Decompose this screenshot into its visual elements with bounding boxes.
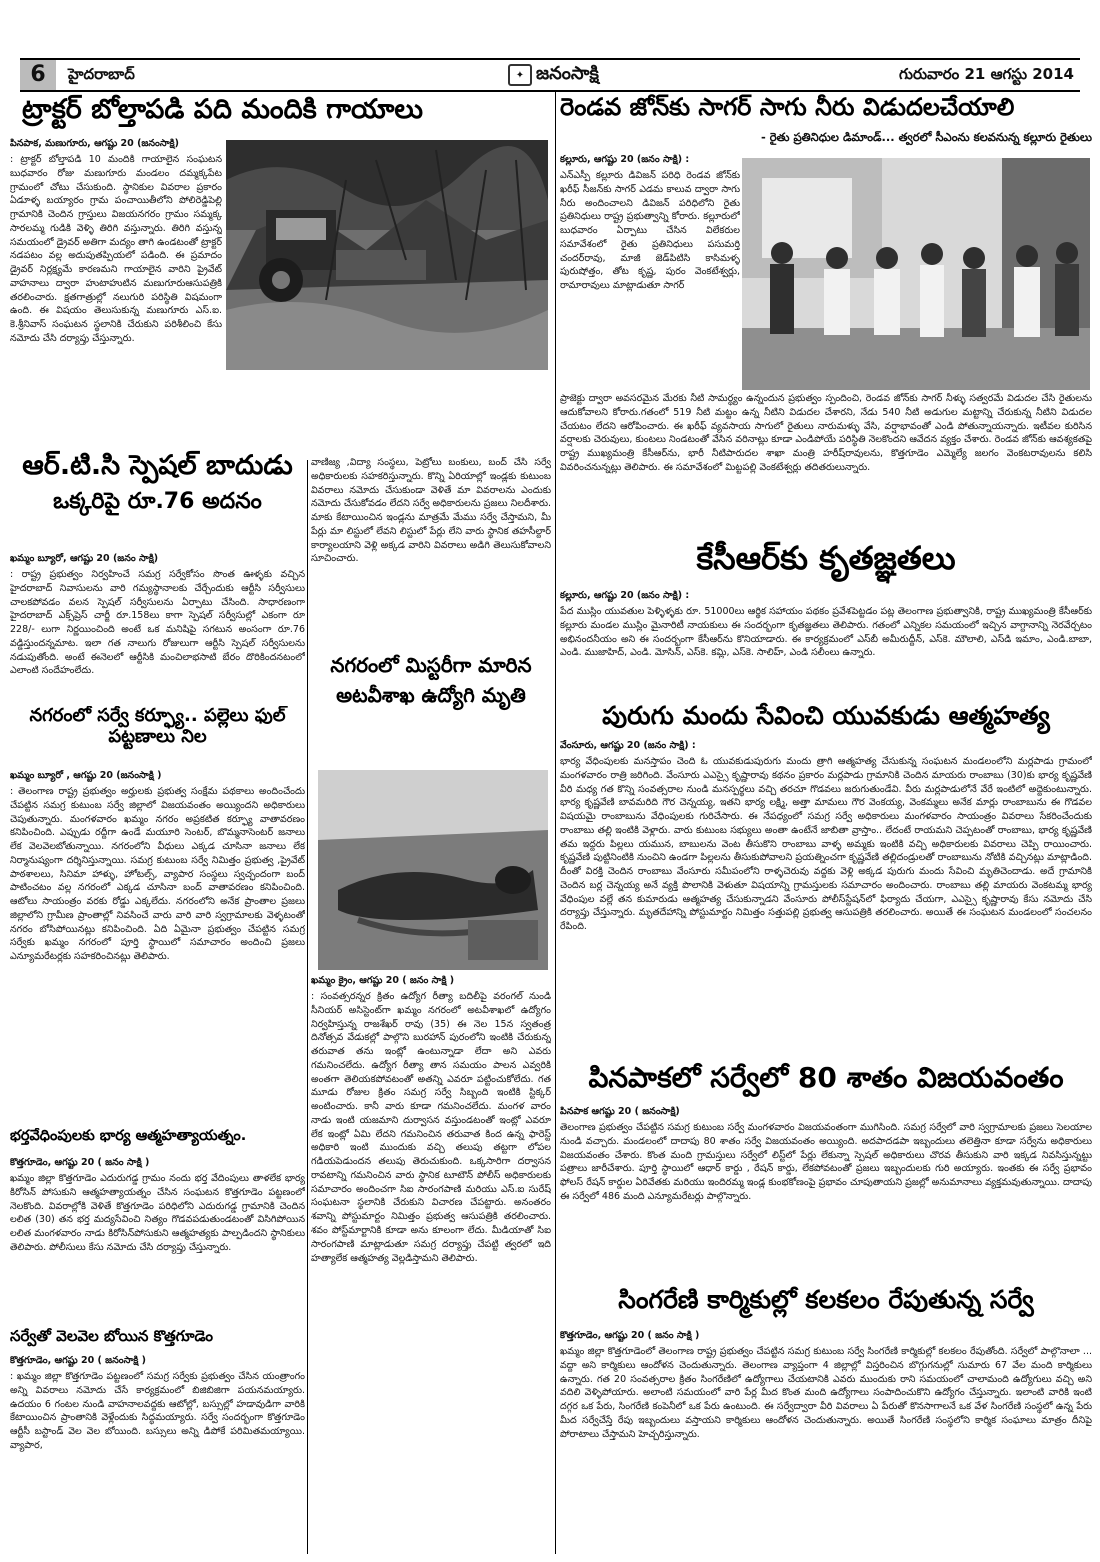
forest-article (311, 975, 551, 1555)
pinapaka-headline: పినపాకలో సర్వేలో 80 శాతం విజయవంతం (588, 1062, 1064, 1094)
kcr-body: పేద ముస్లిం యువతుల పెళ్ళిళ్ళకు రూ. 51000లు ఆర్థిక సహాయం పథకం ప్రవేశపెట్టడం పట్ల తెలంగాణ ప్రభుత్వానికి, రాష్ట్ర ముఖ్యమంత్రి కేసీఆర్‌కు కల్లూరు మండల ముస్లిం మైనారిటీ నాయకులు ఈ సందర్భంగా కృతజ్ఞతలు తెలిపారు. గతంలో ఎన్నికల సమయంలో ఇచ్చిన వాగ్దానాన్ని నెరవేర్చటం అభినందనీయం అని ఈ సందర్భంగా కేసీఆర్‌ను కొనియాడారు. ఈ కార్యక్రమంలో ఎస్‌బీ అమీరుద్దీన్, ఎస్‌కె. మౌలాలి, ఎస్‌డి ఇమాం, ఎండి.బాబా, ఎండి. ముజాహిద్, ఎండి. మోసిన్, ఎస్‌కె. కమ్లి, ఎస్‌కె. సాలిహ్, ఎండి సలీంలు ఉన్నారు. (560, 606, 1092, 659)
curfew-body: : తెలంగాణ రాష్ట్ర ప్రభుత్వం అర్హులకు ప్రభుత్వ సంక్షేమ పథకాలు అందించేందు చేపట్టిన సమగ్ర కుటుంబ సర్వే జిల్లాలో విజయవంతం అయ్యిందని అధికారులు చెపుతున్నారు. మంగళవారం ఖమ్మం నగరం అప్రకటిత కర్ఫ్యూ వాతావరణం కనిపించింది. ఎప్పుడు రద్దీగా ఉండే మయూరి సెంటర్, బొమ్మనాసెంటర్ జనాలు లేక వెలవెలబోతున్నాయి. నగరంలోని వీధులు ఎక్కడ చూసినా జనాలు లేక నిర్మానుష్యంగా దర్శినిస్తున్నాయి. సమగ్ర కుటుంబ సర్వే నిమిత్తం ప్రభుత్వ ,ప్రైవేట్ పాఠశాలలు, సినిమా హాళ్ళు, హోటల్స్, వ్యాపార సంస్థలు స్వచ్ఛందంగా బంద్ పాటించటం వల్ల నగరంలో ఎక్కడ చూసినా బంద్ వాతావరణం కనిపించింది. ఆటోలు సాయంత్రం వరకు రోడ్డు ఎక్కలేదు. నగరంలోని అనేక ప్రాంతాల ప్రజలు జిల్లాలోని గ్రామీణ ప్రాంతాల్లో నివసించే వారు వారి వారి స్వగ్రామాలకు వెళ్ళటంతో నగరం బోసిపోయినట్లు కనిపించింది. ఏది ఏమైనా ప్రభుత్వం చేపట్టిన సమగ్ర సర్వేకు ఖమ్మం నగరంలో పూర్తి స్థాయిలో సమాచారం అందించి ప్రజలు ఎన్యూమరేటర్లకు సహకరించినట్లు తెలిపారు. (10, 786, 305, 963)
issue-date: గురువారం 21 ఆగస్టు 2014 (899, 65, 1074, 83)
pesticide-headline: పురుగు మందు సేవించి యువకుడు ఆత్మహత్య (602, 702, 1050, 730)
sagar-article (560, 392, 1092, 540)
sagar-body: ప్రాజెక్టు ద్వారా అవసరమైన మేరకు నీటి సామర్ధ్యం ఉన్నందున ప్రభుత్వం స్పందించి, రెండవ జోన్‌కు సాగర్ నీళ్ళు సత్వరమే విడుదల చేసి రైతులను ఆదుకోవాలని కోరారు.గతంలో 519 నీటి మట్టం ఉన్న నీటిని విడుదల చేశారని, నేడు 540 నీటి అడుగుల మట్టాన్ని చేరుకున్న నీటిని విడుదల చేయటం లేదని ఆరోపించారు. ఈ ఖరీఫ్ వ్యవసాయ సాగులో రైతులు నారుమళ్ళు వేసి, వర్షాభావంతో ఎండి పోతున్నాయన్నారు. ఇటీవల కురిసిన వర్షాలకు చెరువులు, కుంటలు నిండటంతో వేసిన వరినాట్లు కూడా ఎండిపోయే పరిస్థితి నెలకొందని ఆవేదన వ్యక్తం చేశారు. రెండవ జోన్‌కు ఆవశ్యకతపై రాష్ట్ర ముఖ్యమంత్రి కేసీఆర్‌ను, భారీ నీటిపారుదల శాఖా మంత్రి హరీష్‌రావులను, కొత్తగూడెం ఎమ్మెల్యే జలగం వెంకటరావులను కలిసి వివరించనున్నట్లు తెలిపారు. ఈ సమావేశంలో మిట్టపల్లి వెంకటేశ్వర్లు తదితరులున్నారు. (560, 393, 1092, 473)
tractor-article (10, 138, 222, 370)
masthead-title: జనంసాక్షి (536, 62, 599, 84)
singareni-article (560, 1330, 1092, 1555)
attempt-article (10, 1157, 305, 1325)
attempt-headline-block (10, 1128, 305, 1152)
kothagudem-article (10, 1355, 305, 1555)
forest-body: : సంవత్సరన్నర క్రితం ఉద్యోగ రీత్యా బదిలీపై వరంగల్ నుండి సీనియర్ అసిస్టెంట్‌గా ఖమ్మం నగరంలో అటవీశాఖలో ఉద్యోగం నిర్వహిస్తున్న రాజశేఖర్ రావు (35) ఈ నెల 15న స్వతంత్ర దినోత్సవ వేడుకల్లో పాల్గొని బురహాన్ పురంలోని ఇంటికి చేరుకున్న తరువాత తను ఇంట్లో ఉంటున్నాడా లేదా అని ఎవరు గమనించలేదు. ఉద్యోగ రీత్యా తాన సమయం పాలన ఎవ్వరికి అంతగా తెలియకపోవటంతో అతన్ని ఎవరూ పట్టించుకోలేదు. గత మూడు రోజుల క్రితం సమగ్ర సర్వే సిబ్బంది ఇంటికి స్టిక్కర్ అంటించారు. కానీ వారు కూడా గమనించలేదు. మంగళ వారం నాడు ఇంటి యజమాని దుర్వాసన వస్తుండటంతో ఇంట్లో ఎవరూ లేక ఇంట్లో ఏమి లేదని గమనించిన తరువాత కింద ఉన్న ఫారెస్ట్ అధికారి ఇంటి ముందుకు వచ్చి తలుపు తట్టగా లోపల గడియపెడుందన తలుపు తెరుచుకుంది. ఒక్కసారిగా దర్వాసన రావటాన్ని గమనించిన వారు స్థానిక టూటౌన్ పోలీస్ అధికారులకు సమాచారం అందించగా సిఐ సారంగపాణి మరియు ఎస్.ఐ సురేష్ సంఘటనా స్థలానికి చేరుకుని విచారణ చేపట్టారు. అనంతరం శవాన్ని పోస్టుమార్టం నిమిత్తం ప్రభుత్వ ఆసుపత్రికి తరలించారు. శవం పోస్ట్‌మార్టానికి కూడా అను కూలంగా లేదు. మీడియాతో సిఐ సారంగపాణి మాట్లాడుతూ సమగ్ర దర్యాప్తు చేపట్టి త్వరలో ఇది హత్యాలేక ఆత్మహత్య వెల్లడిస్తామని తెలిపారు. (311, 991, 551, 1264)
kcr-headline-block (560, 540, 1092, 584)
rtc-article-continued (311, 456, 551, 631)
sagar-headline: రెండవ జోన్‌కు సాగర్ సాగు నీరు విడుదలచేయాలి (560, 94, 1015, 121)
rtc-headline-block (10, 450, 305, 550)
sagar-body-side: ఎన్ఎస్పీ కల్లూరు డివిజన్ పరిధి రెండవ జోన్‌కు ఖరీఫ్ సీజన్‌కు సాగర్ ఎడమ కాలువ ద్వారా సాగు నీరు అందించాలని డివిజన్ పరిధిలోని రైతు ప్రతినిధులు రాష్ట్ర ప్రభుత్వాన్ని కోరారు. కల్లూరులో బుధవారం ఏర్పాటు చేసిన విలేకరుల సమావేశంలో రైతు ప్రతినిధులు పసుమర్తి చందర్‌రావు, మాజీ జెడ్‌పిటిసి కాసిమళ్ళ పురుషోత్తం, తోట కృష్ణ, పురం వెంకటేశ్వర్లు, రామారావులు మాట్లాడుతూ సాగర్ (560, 170, 740, 292)
column-divider (555, 92, 556, 1554)
rtc-body: : రాష్ట్ర ప్రభుత్వం నిర్వహించే సమగ్ర సర్వేకోసం సొంత ఊళ్ళకు వచ్చిన హైదరాబాద్ నివాసులను వారి గమ్యస్థానాలకు చేర్చేందుకు ఆర్టీసి సర్వీసులు చాలకపోవడం వలన స్పెషల్ సర్వీసులను ఏర్పాటు చేసింది. సాధారణంగా హైదరాబాద్ ఎక్స్‌ప్రెస్ చార్జీ రూ.158లు కాగా స్పెషల్ సర్వీసుల్లో ఎకంగా రూ 228/- లుగా నిర్ణయించింది అంటే ఒక మనిషిపై సగటున అంసంగా రూ.76 వడ్డిస్తుందన్నమాట. ఇలా గత నాలుగు రోజులుగా ఆర్టీసి స్పెషల్ సర్వీసులను నడుపుతోంది. అంటే ఈనెలలో ఆర్టీసికి మంచిలాభసాటి బేరం దొరికిందనటంలో ఎలాంటి సందేహంలేదు. (10, 569, 305, 677)
curfew-dateline: ఖమ్మం బ్యూరో , ఆగష్టు 20 (జనంసాక్షి ) (10, 770, 162, 781)
curfew-headline-block (10, 706, 305, 768)
attempt-headline: భర్తవేధింపులకు భార్య ఆత్మహత్యాయత్నం. (10, 1128, 247, 1144)
kothagudem-headline: సర్వేతో వెలవెల బోయిన కొత్తగూడెం (10, 1328, 214, 1345)
sagar-headline-block (560, 94, 1092, 128)
forest-headline-block (311, 650, 551, 760)
kcr-headline: కేసీఆర్‌కు కృతజ్ఞతలు (696, 540, 956, 577)
forest-headline: నగరంలో మిస్టరీగా మారిన అటవీశాఖ ఉద్యోగి మృతి (330, 653, 532, 707)
pesticide-headline-block (560, 702, 1092, 738)
column-divider (307, 460, 308, 1554)
sagar-subhead-block (560, 130, 1092, 150)
singareni-headline: సింగరేణి కార్మికుల్లో కలకలం రేపుతున్న సర్వే (618, 1286, 1034, 1314)
rtc-body-continued: వాణిజ్య ,విద్యా సంస్థలు, పెట్రోలు బంకులు, బంద్ చేసి సర్వే అధికారులకు సహకరిస్తున్నారు. కొన్ని ఏరియాల్లో ఇండ్లకు కుటుంబ వివరాలు నమోదు చేసుకుండా వెళితే మా వివరాలను ఎందుకు నమోదు చేసుకోవడం లేదని సర్వే అధికారులను ప్రజలు నిలదీశారు. మాకు కేటాయించిన ఇండ్లను మాత్రమే మేము సర్వే చేస్తామని, మీ పేర్లు మా లిస్టులో లేవని లిస్టులో పేర్లు లేని వారు స్థానిక తహసీల్దార్ కార్యాలయాని వెళ్లి అక్కడ వారిని వివరాలు అడిగి తెలుసుకోవాలని సూచించారు. (311, 457, 551, 565)
tractor-headline-block (22, 94, 550, 134)
tractor-body: : ట్రాక్టర్ బోల్తాపడి 10 మందికి గాయాలైన సంఘటన బుధవారం రోజు మణుగూరు మండలం దమ్మక్కపేట గ్రామంలో చోటు చేసుకుంది. స్థానికుల వివరాల ప్రకారం ఏడూళ్ళ బయ్యారం గ్రామ పంచాయితీలోని పోలిరెడ్డిపెల్లి గ్రామానికి చెందిన గ్రాస్తులు విజయనగరం గ్రామం సమ్మక్క సారలమ్మ గుడికి వెళ్ళి తిరిగి వస్తున్నారు. తిరిగి వస్తున్న సమయంలో డ్రైవర్ అతిగా మద్యం తాగి ఉండటంతో ట్రాక్టర్ నడపటం వల్ల అదుపుతప్పియలో పడింది. ఈ ప్రమాదం డ్రైవర్ నిర్లక్ష్యమే కారణమని గాయాలైన వారిని ప్రైవేట్ వాహనాలు ద్వారా హుటాహుటిన మణుగూరుఆసుపత్రికి తరలించారు. క్షతగాత్రుల్లో నలుగురి పరిస్థితి విషమంగా ఉంది. ఈ విషయం తెలుసుకున్న మణుగూరు ఎస్.ఐ. కె.శ్రీనివాస్ సంఘటన స్థలానికి చేరుకుని పరిశీలించి కేసు నమోదు చేసి దర్యాప్తు చేస్తున్నారు. (10, 154, 222, 344)
rtc-subhead: ఒక్కరిపై రూ.76 అదనం (53, 489, 262, 515)
page-header (20, 58, 1080, 92)
pesticide-dateline: వేంసూరు, ఆగష్టు 20 (జనం సాక్షి) : (560, 740, 696, 751)
page-number: 6 (20, 60, 56, 90)
tractor-headline: ట్రాక్టర్ బోల్తాపడి పది మందికి గాయాలు (22, 94, 423, 125)
forest-employee-photo (318, 770, 548, 970)
singareni-dateline: కొత్తగూడెం, ఆగష్టు 20 ( జనం సాక్షి ) (560, 1330, 700, 1341)
attempt-body: ఖమ్మం జిల్లా కొత్తగూడెం ఎదురుగడ్డ గ్రామం నందు భర్త వేదింపులు తాళలేక భార్య కిరోసిన్ పోసుకుని ఆత్మహత్యాయత్నం చేసిన సంఘటన కొత్తగూడెం పట్టణంలో నెలకొంది. వివరాల్లోకి వెళితే కొత్తగూడెం పరిధిలోని ఎదురుగడ్డ గ్రామానికి చెందిన లలిత (30) తన భర్త మద్యసేవించి నిత్యం గొడవపడుతుండటంతో విసిగిపోయిన లలిత మంగళవారం నాడు కిరోసిన్‌పోసుకుని ఆత్మహత్యకు పాల్పడిందని స్థానికులు తెలిపారు. పోలీసులు కేసు నమోదు చేసి దర్యాప్తు చేస్తున్నారు. (10, 1173, 305, 1253)
sagar-article-side (560, 154, 740, 390)
pinapaka-headline-block (560, 1062, 1092, 1102)
attempt-dateline: కొత్తగూడెం, ఆగష్టు 20 ( జనం సాక్షి ) (10, 1157, 150, 1168)
rtc-article (10, 553, 305, 703)
sagar-subhead: - రైతు ప్రతినిధుల డిమాండ్... త్వరలో సీఎంను కలవనున్న కల్లూరు రైతులు (760, 130, 1092, 144)
pesticide-body: భార్య వేధింపులకు మనస్తాపం చెంది ఓ యువకుడుపురుగు మందు త్రాగి ఆత్మహత్య చేసుకున్న సంఘటన మండలంలోని మర్లపాడు గ్రామంలో మంగళవారం రాత్రి జరిగింది. వేంసూరు ఎఎస్సై కృష్ణారావు కథనం ప్రకారం మర్లపాడు గ్రామానికి చెందిన మాయరు రాంబాబు (30)కు భార్య కృష్ణవేణి వీరి మధ్య గత కొన్ని సంవత్సరాల నుండి మనస్పర్థలు వచ్చి తరచూ గొడవలు జరుగుతుండేవి. వీరు మర్లపాడులోనే వేరే ఇంటిలో అద్దెకుంటున్నారు. భార్య కృష్ణవేణి బావమరిది గౌర చెన్నయ్య, ఇతని భార్య లక్ష్మి, అత్తా మామలు గౌర వెంకయ్య, వెంకమ్మలు అనేక మార్లు రాంబాబును ఈ గొడవల విషయమై రాంబాబును వేధింపులకు గురిచేసారు. ఈ నేపధ్యంలో సమగ్ర సర్వే అధికారులు మంగళవారం సాయంత్రం వివరాలు సేకరించేందుకు రాంబాబు తల్లి ఇంటికి వెళ్లారు. వారు కుటుంబ సభ్యులు అంతా ఉంటేనే జాబితా వ్రాస్తాం.. లేదంటే రాయమని చెప్పటంతో రాంబాబు, భార్య కృష్ణవేణి తమ ఇద్దరు పిల్లలు యమున, బాబులను వెంట తీసుకొని రాంబాబు వాళ్ళ అమ్మకు ఇంటికి వచ్చి అధికారులకు వివరాలు చెప్పి రాయించారు. కృష్ణవేణి పుట్టినింటికి నుంచిని ఉండగా పిల్లలను తీసుకుపోవాలని ప్రయత్నించగా కృష్ణవేణి తల్లిదండ్రులతో రాంబాబును నోటికి వచ్చినట్లు మాట్లాడింది. దీంతో విరక్తి చెందిన రాంబాబు వేంసూరు సమీపంలోని రాళ్ళచెరువు వద్దకు వెళ్లి అక్కడ పురుగు మందు సేవించి మృతిచెందాడు. అదే గ్రామానికి చెందిన బర్ల చెన్నయ్య అనే వ్యక్తి పొలానికి వెళుతూ విషయాన్ని గ్రామస్తులకు సమాచారం అందించారు. రాంబాబు తల్లి మాయరు వెంకటమ్మ భార్య వేధింపుల వల్లే తన కుమారుడు ఆత్మహత్య చేసుకున్నాడని వేంసూరు పోలీస్‌స్టేషన్‌లో ఫిర్యాదు చేయగా, ఎఎస్సై కృష్ణారావు కేసు నమోదు చేసి దర్యాప్తు చేస్తున్నారు. మృతదేహాన్ని పోస్టుమార్టం నిమిత్తం సత్తుపల్లి ప్రభుత్వ ఆసుపత్రికి తరలించారు. అయితే ఈ సంఘటన మండలంలో సంచలనం రేపింది. (560, 756, 1092, 933)
pinapaka-dateline: పినపాక ఆగష్టు 20 ( జనంసాక్షి) (560, 1106, 680, 1117)
pinapaka-body: తెలంగాణ ప్రభుత్వం చేపట్టిన సమగ్ర కుటుంబ సర్వే మంగళవారం విజయవంతంగా ముగిసింది. సమగ్ర సర్వేలో వారి స్వగ్రామాలకు ప్రజలు సెలయాల నుండి వచ్చారు. మండలంలో దాదాపు 80 శాతం సర్వే విజయవంతం అయ్యింది. అదపాదడపా ఇబ్బందులు తలెత్తినా కూడా సర్వేను అధికారులు విజయవంతం చేశారు. కొంత మంది గ్రామస్తులు సర్వేలో లిస్ట్‌లో పేర్లు లేకున్నా స్పెషల్ అధికారులు చొరవ తీసుకుని వారి ఇక్కడ నివసిస్తున్నట్టు పత్రాలు జారీచేశారు. పూర్తి స్థాయిలో ఆధార్ కార్డు , రేషన్ కార్డు, లేకపోవటంతో ప్రజలు ఇబ్బందులకు గురి అయ్యారు. ఇంతకు ఈ సర్వే ప్రభావం ఫోలస్ రేషన్ కార్డుల ఏరివేతకు మరియు ఇందిరమ్మ ఇండ్ల కుంభకోణంపై ప్రభావం చూపుతాయని ప్రజల్లో అనుమానాలు వ్యక్తమవుతున్నాయి. దాదాపు ఈ సర్వేలో 486 మంది ఎన్యూమరేటర్లు పాల్గొన్నారు. (560, 1122, 1092, 1202)
pinapaka-article (560, 1106, 1092, 1278)
kothagudem-headline-block (10, 1328, 305, 1352)
tractor-article-tail (10, 373, 550, 448)
forest-dateline: ఖమ్మం క్రైం, ఆగష్టు 20 ( జనం సాక్షి ) (311, 975, 455, 986)
edition-city: హైదరాబాద్ (68, 65, 135, 83)
tractor-accident-photo (226, 140, 548, 370)
rtc-headline: ఆర్.టి.సి స్పెషల్ బాదుడు (22, 450, 293, 481)
singareni-headline-block (560, 1286, 1092, 1326)
kcr-article (560, 590, 1092, 700)
tractor-dateline: పినపాక, మణుగూరు, ఆగష్టు 20 (జనంసాక్షి) (10, 138, 179, 149)
sagar-dateline: కల్లూరు, ఆగష్టు 20 (జనం సాక్షి) : (560, 154, 690, 165)
rtc-dateline: ఖమ్మం బ్యూరో, ఆగష్టు 20 (జనం సాక్షి) (10, 553, 159, 564)
pesticide-article (560, 740, 1092, 1058)
masthead (508, 60, 599, 90)
singareni-body: ఖమ్మం జిల్లా కొత్తగూడెంలో తెలంగాణ రాష్ట్ర ప్రభుత్వం చేపట్టిన సమగ్ర కుటుంబ సర్వే సింగరేణి కార్మికుల్లో కలకలం రేపుతోంది. సర్వేలో పాల్గొనాలా ... వద్దా అని కార్మికులు ఆందోళన చెందుతున్నారు. తెలంగాణ వ్యాప్తంగా 4 జిల్లాల్లో విస్తరించిన బొగ్గుగనుల్లో సుమారు 67 వేల మంది కార్మికులు ఉన్నారు. గత 20 సంవత్సరాల క్రితం సింగరేణిలో ఉద్యోగాలు చేయటానికి ఎవరు ముందుకు రాని సమయంలో చాలామంది ఉద్యోగులు వచ్చి అని వదిలి వెళ్ళిపోయారు. అలాంటి సమయంలో వారి పేర్ల మీద కొంత మంది ఉద్యోగాలు సంపాదించుకొని ఉద్యోగం చేస్తున్నారు. ఇలాంటి వారికి ఇంటి దగ్గర ఒక పేరు, సింగరేణి కంపెనీలో ఒక పేరు ఉంటుంది. ఈ సర్వేద్వారా వీరి వివరాలు ఏ పేరుతో కొనసాగాలనే ఒక వేళ సింగరేణి సంస్థలో ఉన్న పేరు మీద సర్వేచేస్తే రేపు ఇబ్బందులు వస్తాయని కార్మికులు ఆందోళన చెందుతున్నారు. అయితే సింగరేణి సంస్థలోని కార్మిక సంఘాలు మాత్రం దీనిపై పోరాటాలు చేస్తామని హెచ్చరిస్తున్నారు. (560, 1346, 1092, 1440)
curfew-article (10, 770, 305, 1125)
kcr-dateline: కల్లూరు, ఆగష్టు 20 (జనం సాక్షి) : (560, 590, 690, 601)
kothagudem-dateline: కొత్తగూడెం, ఆగష్టు 20 ( జనంసాక్షి ) (10, 1355, 146, 1366)
curfew-headline: నగరంలో సర్వే కర్ఫ్యూ.. పల్లెలు ఫుల్ పట్టణాలు నిల (29, 706, 286, 747)
newspaper-logo-icon: ✦ (508, 64, 532, 86)
farmers-meeting-photo (742, 158, 1090, 390)
kothagudem-body: : ఖమ్మం జిల్లా కొత్తగూడెం పట్టణంలో సమగ్ర సర్వేకు ప్రభుత్వం చేసిన యంత్రాంగం అన్ని వివరాలు నమోదు చేసే కార్యక్రమంలో బిజిబిజిగా పయనమయ్యారు. ఉదయం 6 గంటల నుండి వాహనాలవద్దకు ఆటోల్లో, బస్సుల్లో హడావుడిగా వారికి కేటాయించిన ప్రాంతానికి వెళ్లేందుకు సిద్ధమయ్యారు. సర్వే సందర్భంగా కొత్తగూడెం ఆర్టీసీ బస్టాండ్ వెల వెల బోయింది. బస్సులు అన్ని డిపోకే పరిమితమయ్యాయి. వ్యాపార, (10, 1371, 305, 1451)
